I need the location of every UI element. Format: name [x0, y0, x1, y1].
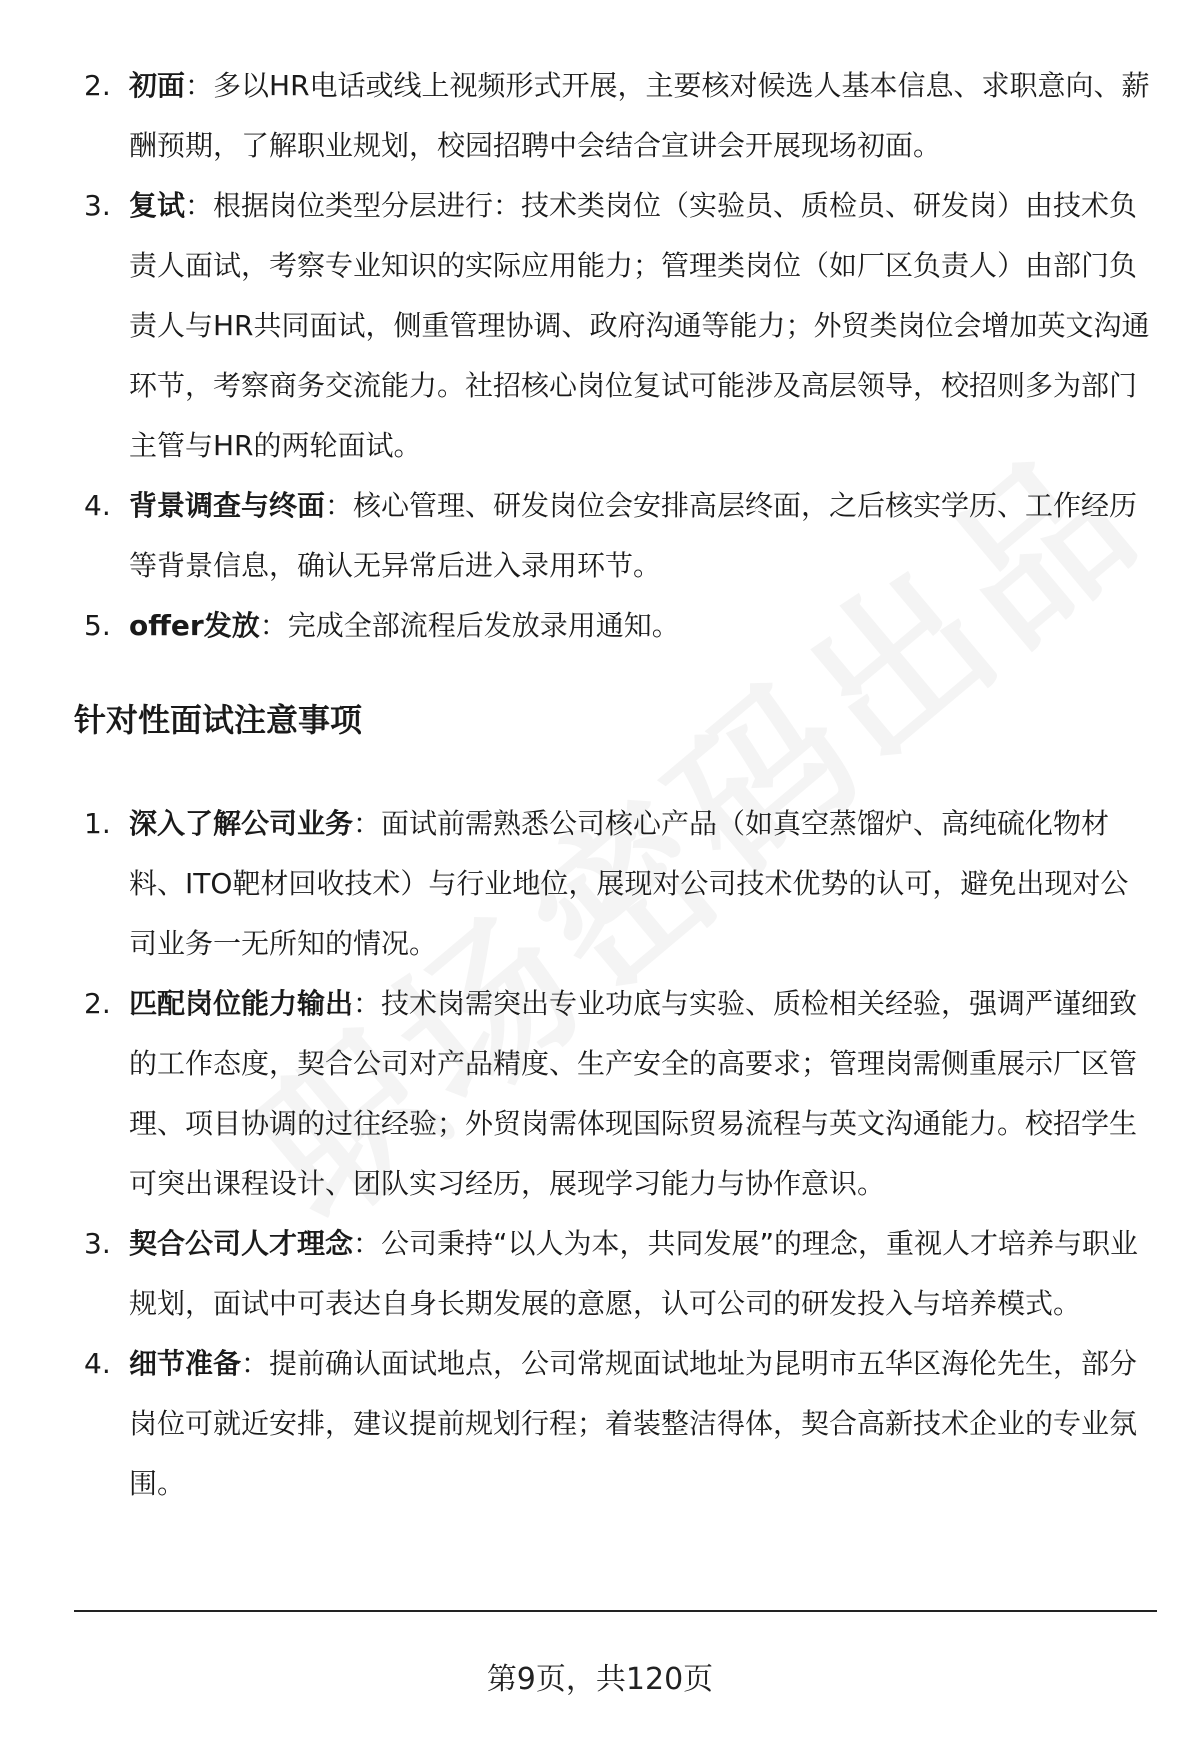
section-heading: 针对性面试注意事项 [74, 701, 363, 739]
item-text: 面试前需熟悉公司核心产品（如真空蒸馏炉、高纯硫化物材料、ITO靶材回收技术）与行业地位，展现对公司技术优势的认可，避免出现对公司业务一无所知的情况。 [129, 807, 1129, 960]
item-separator: ： [325, 489, 354, 522]
item-number: 4. [84, 1347, 111, 1380]
item-number: 3. [84, 1227, 111, 1260]
item-text: 公司秉持“以人为本，共同发展”的理念，重视人才培养与职业规划，面试中可表达自身长期发展的意愿，认可公司的研发投入与培养模式。 [129, 1227, 1139, 1320]
list-item [74, 794, 1154, 974]
item-term: 契合公司人才理念 [129, 1227, 354, 1260]
list-item [74, 1214, 1154, 1334]
item-separator: ： [241, 1347, 270, 1380]
footer-divider [74, 1610, 1157, 1612]
item-number: 2. [84, 987, 111, 1020]
list-item [74, 1334, 1154, 1514]
page-number: 第9页，共120页 [486, 1662, 714, 1697]
item-number: 1. [84, 807, 111, 840]
item-text: 核心管理、研发岗位会安排高层终面，之后核实学历、工作经历等背景信息，确认无异常后进入录用环节。 [129, 489, 1138, 582]
list-item [74, 974, 1154, 1214]
item-number: 2. [84, 69, 111, 102]
item-separator: ： [185, 69, 214, 102]
item-term: 复试 [129, 189, 186, 222]
item-term: 背景调查与终面 [129, 489, 326, 522]
item-number: 4. [84, 489, 111, 522]
item-term: 深入了解公司业务 [129, 807, 354, 840]
item-number: 5. [84, 609, 111, 642]
item-text: 根据岗位类型分层进行：技术类岗位（实验员、质检员、研发岗）由技术负责人面试，考察专业知识的实际应用能力；管理类岗位（如厂区负责人）由部门负责人与HR共同面试，侧重管理协调、政府沟通等能力；外贸类岗位会增加英文沟通环节，考察商务交流能力。社招核心岗位复试可能涉及高层领导，校招则多为部门主管与HR的两轮面试。 [129, 189, 1150, 462]
list-item [74, 476, 1154, 596]
item-separator: ： [353, 807, 382, 840]
item-text: 完成全部流程后发放录用通知。 [287, 609, 680, 642]
tips-list [74, 794, 1154, 1514]
item-separator: ： [185, 189, 214, 222]
item-separator: ： [353, 987, 382, 1020]
process-list [74, 56, 1154, 656]
item-term: 细节准备 [129, 1347, 242, 1380]
list-item [74, 176, 1154, 476]
item-separator: ： [353, 1227, 382, 1260]
item-separator: ： [259, 609, 288, 642]
item-term: offer发放 [129, 609, 260, 642]
item-term: 匹配岗位能力输出 [129, 987, 354, 1020]
item-term: 初面 [129, 69, 186, 102]
item-text: 技术岗需突出专业功底与实验、质检相关经验，强调严谨细致的工作态度，契合公司对产品精度、生产安全的高要求；管理岗需侧重展示厂区管理、项目协调的过往经验；外贸岗需体现国际贸易流程与英文沟通能力。校招学生可突出课程设计、团队实习经历，展现学习能力与协作意识。 [129, 987, 1138, 1200]
item-number: 3. [84, 189, 111, 222]
list-item [74, 56, 1154, 176]
list-item [74, 596, 1154, 656]
item-text: 多以HR电话或线上视频形式开展，主要核对候选人基本信息、求职意向、薪酬预期，了解职业规划，校园招聘中会结合宣讲会开展现场初面。 [129, 69, 1150, 162]
item-text: 提前确认面试地点，公司常规面试地址为昆明市五华区海伦先生，部分岗位可就近安排，建议提前规划行程；着装整洁得体，契合高新技术企业的专业氛围。 [129, 1347, 1138, 1500]
